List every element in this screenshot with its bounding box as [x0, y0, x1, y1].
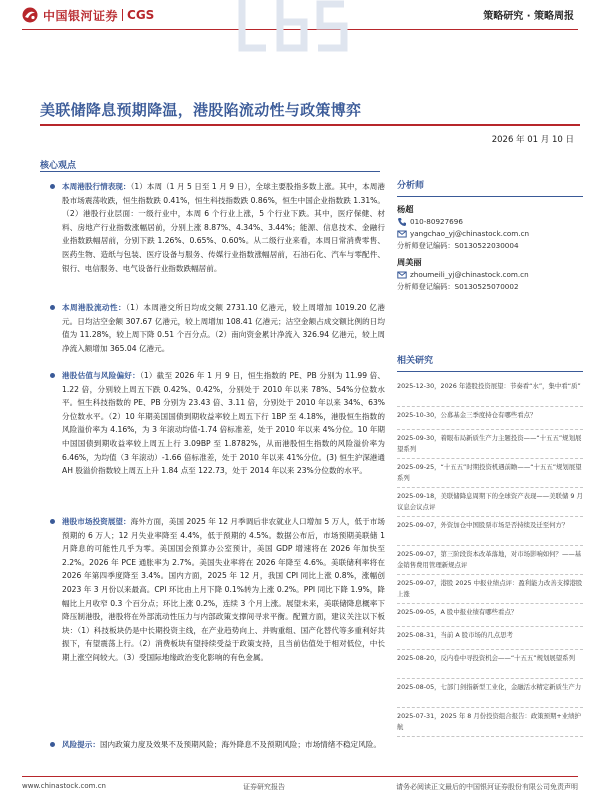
bullet-dot-icon [50, 184, 55, 189]
core-views-heading: 核心观点 [40, 161, 77, 171]
bullet-text: （1）本周港交所日均成交额 2731.10 亿港元，较上周增加 1019.20 亿港元。日均沽空金额 307.67 亿港元，较上周增加 108.41 亿港元；沽空金额占成交额比例的日均值为 11.28%，较上周下降 0.51 个百分点。（2）南向资金累计净流入 326.94 亿港元，较上周净流入额增加 365.04 亿港元。 [62, 303, 386, 353]
company-logo [22, 5, 154, 25]
bullet-market-performance [40, 180, 385, 294]
analyst-heading: 分析师 [397, 178, 583, 197]
footer-report-label: 证券研究报告 [243, 783, 285, 791]
logo-divider [122, 9, 123, 21]
analyst-card [397, 256, 583, 293]
related-research-item[interactable]: 2025-09-07，港股 2025 中报业绩点评：盈利能力改善支撑港股上涨 [397, 575, 583, 604]
analyst-cert: 分析师登记编码：S0130525070002 [397, 282, 519, 291]
analyst-email[interactable] [397, 269, 583, 281]
logo-text-cn: 中国银河证券 [43, 8, 119, 23]
analyst-card [397, 203, 583, 252]
analyst-name: 周美丽 [397, 257, 422, 267]
title-divider [40, 124, 580, 126]
related-research-item[interactable]: 2025-09-07，第三阶段资本改革落地，对市场影响如何？——基金销售费用管理新规点评 [397, 546, 583, 575]
bullet-outlook [40, 515, 385, 736]
email-icon [397, 229, 407, 239]
core-views [40, 180, 385, 775]
core-views-divider [40, 171, 380, 172]
report-date: 2026 年 01 月 10 日 [491, 135, 574, 145]
bullet-liquidity [40, 301, 385, 362]
related-research-item[interactable]: 2025-08-05，七部门剑指新型工业化，金融活水精定新质生产力 [397, 679, 583, 708]
logo-icon [22, 7, 38, 23]
footer-disclaimer: 请务必阅读正文最后的中国银河证券股份有限公司免责声明 [396, 783, 578, 791]
bullet-risk [40, 738, 385, 768]
bullet-dot-icon [50, 742, 55, 747]
report-title: 美联储降息预期降温，港股陷流动性与政策博弈 [40, 101, 362, 119]
bullet-valuation [40, 369, 385, 509]
related-research-item[interactable]: 2025-09-07，外资加仓中国股票市场是否持续及迁至何方？ [397, 517, 583, 546]
analyst-name: 杨超 [397, 204, 414, 214]
related-research-heading: 相关研究 [397, 353, 583, 372]
email-icon [397, 270, 407, 280]
logo-text-en: CGS [127, 8, 155, 22]
bullet-heading: 风险提示： [62, 740, 100, 749]
bullet-heading: 本周港股行情表现： [62, 182, 131, 191]
report-type: 策略研究 · 策略周报 [483, 11, 574, 22]
bullet-text: （1）本周（1 月 5 日至 1 月 9 日），全球主要股指多数上涨。其中，本周港股市场震荡收跌，恒生指数跌 0.41%，恒生科技指数跌 0.86%，恒生中国企业指数跌 1.31%。（2）港股行业层面：一级行业中，本周 6 个行业上涨，5 个行业下跌。其中，医疗保健、材料、房地产行业指数涨幅居前，分别上涨 8.87%、4.34%、3.44%；能源、信息技术、金融行业指数跌幅居前，分别下跌 1.26%、0.65%、0.60%。从二级行业来看，本周日常消费零售、医药生物、造纸与包装、医疗设备与服务、传媒行业指数涨幅居前，石油石化、汽车与零配件、银行、电信服务、电气设备行业指数跌幅居前。 [62, 182, 386, 273]
bullet-dot-icon [50, 373, 55, 378]
bullet-text: （1）截至 2026 年 1 月 9 日，恒生指数的 PE、PB 分别为 11.99 倍、1.22 倍，分别较上周五下跌 0.42%、0.42%，分别处于 2010 年以来 78%、54%分位数水平。恒生科技指数的 PE、PB 分别为 23.43 倍、3.11 倍，分别处于 2010 年以来 34%、63%分位数水平。（2）10 年期美国国债到期收益率较上周五下行 1BP 至 4.18%，港股恒生指数的风险溢价率为 4.16%，为 3 年滚动均值-1.74 倍标准差，处于 2010 年以来 4%分位。10 年期中国国债到期收益率较上周五上行 3.09BP 至 1.8782%，从而港股恒生指数的风险溢价率为 6.46%，为均值（3 年滚动）-1.66 倍标准差，处于 2010 年以来 41%分位。(3) 恒生沪深港通 AH 股溢价指数较上周五上升 1.84 点至 122.73，处于 2014 年以来 23%分位数的水平。 [62, 371, 386, 476]
bullet-dot-icon [50, 305, 55, 310]
footer-website[interactable]: www.chinastock.com.cn [22, 782, 106, 790]
related-research-item[interactable]: 2025-07-31，2025 年 8 月份投资组合报告：政策预期+业绩护航 [397, 708, 583, 737]
email-text: yangchao_yj@chinastock.com.cn [410, 229, 530, 238]
related-research-item[interactable]: 2025-10-30，公募基金三季度持仓有哪些看点？ [397, 407, 583, 430]
related-research-item[interactable]: 2025-08-20，反内卷中寻投资机会——“十五五”规划展望系列 [397, 650, 583, 679]
phone-text: 010-80927696 [410, 217, 463, 226]
related-research-item[interactable]: 2025-08-31，当前 A 股市场的几点思考 [397, 627, 583, 650]
bullet-heading: 本周港股流动性： [62, 303, 126, 312]
email-text: zhoumeili_yj@chinastock.com.cn [410, 270, 529, 279]
related-research-item[interactable]: 2025-09-30，着眼布局新质生产力主题投资——“十五五”规划展望系列 [397, 430, 583, 459]
related-research-list [397, 378, 583, 737]
analyst-cert: 分析师登记编码：S0130522030004 [397, 241, 519, 250]
bullet-heading: 港股市场投资展望： [62, 517, 131, 526]
phone-icon [397, 217, 407, 227]
bullet-heading: 港股估值与风险偏好： [62, 371, 140, 380]
sidebar [397, 178, 583, 737]
bullet-text: 国内政策力度及效果不及预期风险；海外降息不及预期风险；市场情绪不稳定风险。 [99, 740, 381, 749]
analyst-email[interactable] [397, 228, 583, 240]
related-research-item[interactable]: 2025-09-18，美联储降息周期下的全球资产表现——美联储 9 月议息会议点评 [397, 488, 583, 517]
footer-divider [22, 776, 578, 777]
bullet-dot-icon [50, 519, 55, 524]
watermark-graphic [232, 0, 362, 60]
related-research-item[interactable]: 2025-09-05，A 股中报业绩有哪些看点？ [397, 604, 583, 627]
related-research-item[interactable]: 2025-12-30，2026 年港股投资展望：节奏看“水”，集中看“质” [397, 378, 583, 407]
analyst-phone [397, 216, 583, 228]
bullet-text: 海外方面，美国 2025 年 12 月季调后非农就业人口增加 5 万人，低于市场预期的 6 万人；12 月失业率降至 4.4%，低于预期的 4.5%。数据公布后，市场预期美联储 1 月降息的可能性几乎为零。美国国会预算办公室预计，美国 GDP 增速将在 2026 年加快至 2.2%。2026 年 PCE 通胀率为 2.7%。美国失业率将在 2026 年降至 4.6%。美联储利率将在 2026 年第四季度降至 3.4%。国内方面，2025 年 12 月，我国 CPI 同比上涨 0.8%，涨幅创 2023 年 3 月份以来最高。CPI 环比由上月下降 0.1%转为上涨 0.2%。PPI 同比下降 1.9%，降幅比上月收窄 0.3 个百分点；环比上涨 0.2%，连续 3 个月上涨。展望未来，美联储降息概率下降压制港股，港股将在外部流动性压力与内部政策支撑间寻求平衡。配置方面，建议关注以下板块：（1）科技板块仍是中长期投资主线，在产业趋势向上、并购重组、国产化替代等多重利好共振下，有望震荡上行。（2）消费板块有望持续受益于政策支持，且当前估值处于相对低位，中长期上涨空间较大。（3）受国际地缘政治变化影响的有色金属。 [62, 517, 385, 662]
related-research-item[interactable]: 2025-09-25，“十五五”时期投资机遇前瞻——“十五五”规划展望系列 [397, 459, 583, 488]
